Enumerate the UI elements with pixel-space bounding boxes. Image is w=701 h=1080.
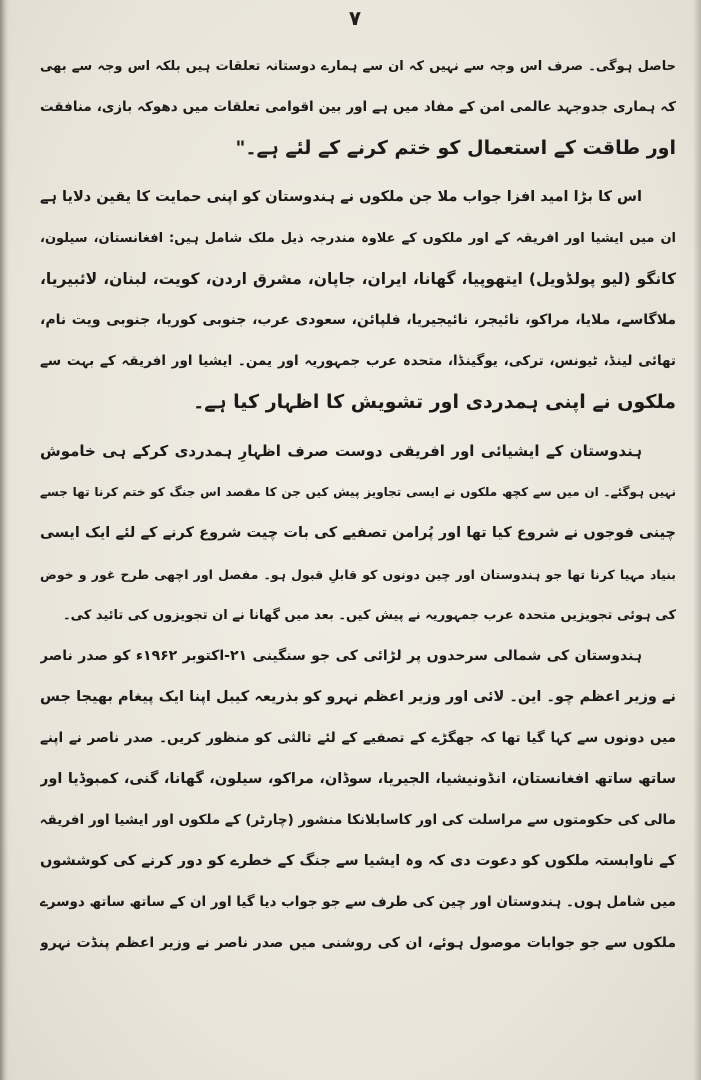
text-line: ان میں ایشیا اور افریقہ کے اور ملکوں کے علاوہ مندرجہ ذیل ملک شامل ہیں: افغانستان، سیلون،	[40, 231, 676, 246]
text-line: اس کا بڑا امید افزا جواب ملا جن ملکوں نے ہندوستان کو اپنی حمایت کا یقین دلایا ہے	[40, 189, 642, 205]
text-line: ساتھ ساتھ افغانستان، انڈونیشیا، الجیریا، سوڈان، مراکو، سیلون، گھانا، گنی، کمبوڈیا اور	[40, 771, 676, 787]
text-line: ہندوستان کی شمالی سرحدوں پر لڑائی کی جو سنگینی ۲۱-اکتوبر ۱۹۶۲ء کو صدر ناصر	[40, 648, 642, 664]
text-line: چینی فوجوں نے شروع کیا تھا اور پُرامن تصفیے کی بات چیت شروع کرنے کے لئے ایک ایسی	[40, 525, 676, 541]
text-line: اور طاقت کے استعمال کو ختم کرنے کے لئے ہے۔"	[235, 137, 676, 159]
text-line: ملکوں سے جو جوابات موصول ہوئے، ان کی روشنی میں صدر ناصر نے وزیر اعظم پنڈت نہرو	[40, 935, 676, 951]
text-line: ہندوستان کے ایشیائی اور افریقی دوست صرف اظہارِ ہمدردی کرکے ہی خاموش	[40, 442, 642, 460]
page-number: ۷	[348, 6, 362, 30]
text-line: کی ہوئی تجویزیں متحدہ عرب جمہوریہ نے پیش کیں۔ بعد میں گھانا نے ان تجویزوں کی تائید کی۔	[62, 608, 676, 623]
text-line: تھائی لینڈ، ٹیونس، ترکی، یوگینڈا، متحدہ عرب جمہوریہ اور یمن۔ ایشیا اور افریقہ کے بہت سے	[40, 353, 676, 369]
text-line: میں دونوں سے کہا گیا تھا کہ جھگڑے کے تصفیے کے لئے ثالثی کو منظور کریں۔ صدر ناصر نے اپنے	[40, 730, 676, 746]
page-body-text	[40, 46, 676, 964]
text-line: کانگو (لیو پولڈویل) ایتھوپیا، گھانا، ایران، جاپان، مشرق اردن، کویت، لبنان، لائبیریا،	[40, 270, 676, 288]
text-line: ملکوں نے اپنی ہمدردی اور تشویش کا اظہار کیا ہے۔	[193, 391, 676, 413]
text-line: حاصل ہوگی۔ صرف اس وجہ سے نہیں کہ ان سے ہمارے دوستانہ تعلقات ہیں بلکہ اس وجہ سے بھی	[40, 59, 676, 74]
text-line: نے وزیر اعظم چو۔ این۔ لائی اور وزیر اعظم نہرو کو بذریعہ کیبل اپنا ایک پیغام بھیجا جس	[40, 689, 676, 705]
text-line: کہ ہماری جدوجہد عالمی امن کے مفاد میں ہے اور بین اقوامی تعلقات میں دھوکہ بازی، منافقت	[40, 99, 676, 115]
text-line: نہیں ہوگئے۔ ان میں سے کچھ ملکوں نے ایسی تجاویز پیش کیں جن کا مقصد اس جنگ کو ختم کرنا تھا جسے	[40, 485, 676, 499]
text-line: کے ناوابستہ ملکوں کو دعوت دی کہ وہ ایشیا سے جنگ کے خطرے کو دور کرنے کی کوششوں	[40, 853, 676, 869]
text-line: مالی کی حکومتوں سے مراسلت کی اور کاسابلانکا منشور (چارٹر) کے ملکوں اور ایشیا اور افریقہ	[40, 812, 676, 828]
text-line: میں شامل ہوں۔ ہندوستان اور چین کی طرف سے جو جواب دیا گیا اور ان کے ساتھ ساتھ دوسرے	[40, 894, 676, 910]
text-line: بنیاد مہیا کرنا تھا جو ہندوستان اور چین دونوں کو قابلِ قبول ہو۔ مفصل اور اچھی طرح غور و خوض	[40, 567, 676, 582]
text-line: ملاگاسے، ملایا، مراکو، نائیجر، نائیجیریا، فلپائن، سعودی عرب، جنوبی کوریا، جنوبی ویت نام،	[40, 312, 676, 328]
